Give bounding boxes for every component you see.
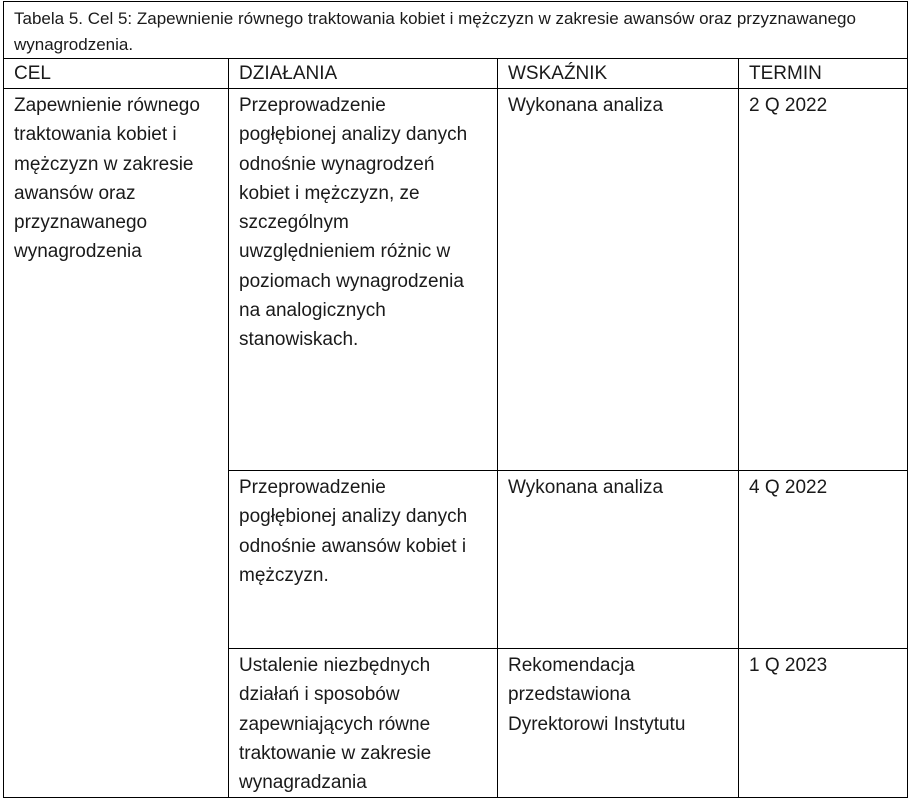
goal-text: Zapewnienie równego traktowania kobiet i mężczyzn w zakresie awansów oraz przyznawanego wynagrodzenia <box>14 95 200 263</box>
deadline-cell: 4 Q 2022 <box>739 471 908 649</box>
action-cell <box>229 649 498 798</box>
goal-table <box>3 1 908 798</box>
header-termin: TERMIN <box>739 59 908 89</box>
deadline-cell: 1 Q 2023 <box>739 649 908 798</box>
table-caption-row <box>4 2 908 59</box>
indicator-text: Rekomendacja przedstawiona Dyrektorowi Instytutu <box>508 655 686 735</box>
table-caption: Tabela 5. Cel 5: Zapewnienie równego traktowania kobiet i mężczyzn w zakresie awansów oraz przyznawanego wynagrodzenia. <box>4 2 908 59</box>
deadline-cell: 2 Q 2022 <box>739 89 908 471</box>
action-cell <box>229 471 498 649</box>
action-cell <box>229 89 498 471</box>
action-text: Przeprowadzenie pogłębionej analizy danych odnośnie wynagrodzeń kobiet i mężczyzn, ze szczególnym uwzględnieniem różnic w poziomach wynagrodzenia na analogicznych stanowiskach. <box>239 95 468 351</box>
table-header-row <box>4 59 908 89</box>
indicator-cell: Wykonana analiza <box>498 89 739 471</box>
header-cel: CEL <box>4 59 229 89</box>
table-row <box>4 89 908 471</box>
header-dzialania: DZIAŁANIA <box>229 59 498 89</box>
header-wskaznik: WSKAŹNIK <box>498 59 739 89</box>
indicator-cell: Wykonana analiza <box>498 471 739 649</box>
action-text: Przeprowadzenie pogłębionej analizy danych odnośnie awansów kobiet i mężczyzn. <box>239 477 468 586</box>
action-text: Ustalenie niezbędnych działań i sposobów zapewniających równe traktowanie w zakresie wynagradzania <box>239 655 432 794</box>
indicator-cell <box>498 649 739 798</box>
goal-cell <box>4 89 229 798</box>
